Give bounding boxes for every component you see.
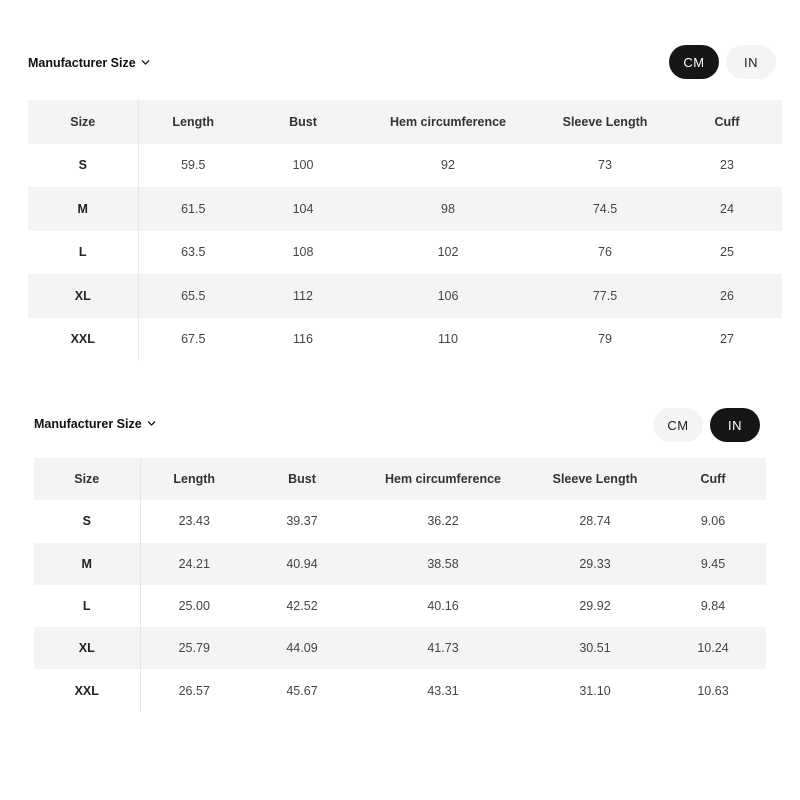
table-header-row bbox=[34, 458, 766, 500]
table-header-row bbox=[28, 100, 782, 144]
column-header: Size bbox=[28, 100, 138, 144]
table-row bbox=[34, 500, 766, 542]
table-cell: 29.92 bbox=[579, 599, 611, 614]
table-cell: 43.31 bbox=[427, 683, 459, 698]
table-row bbox=[34, 585, 766, 627]
table-cell: 26 bbox=[672, 274, 782, 318]
table-cell: 26.57 bbox=[178, 683, 210, 698]
table-cell: 24 bbox=[672, 187, 782, 231]
table-row bbox=[34, 627, 766, 669]
table-row bbox=[28, 318, 782, 362]
table-cell: 116 bbox=[293, 332, 313, 347]
table-row bbox=[34, 669, 766, 711]
dropdown-label: Manufacturer Size bbox=[34, 416, 142, 431]
table-cell: 74.5 bbox=[538, 187, 672, 231]
size-cell: S bbox=[28, 144, 138, 188]
table-cell: 59.5 bbox=[181, 158, 206, 173]
column-header: Sleeve Length bbox=[530, 458, 660, 500]
table-cell: 92 bbox=[441, 158, 455, 173]
table-cell: 10.63 bbox=[697, 683, 729, 698]
table-cell: 104 bbox=[248, 187, 358, 231]
size-table bbox=[28, 100, 782, 361]
size-cell: XL bbox=[28, 274, 138, 318]
table-cell: 112 bbox=[248, 274, 358, 318]
table-cell: 67.5 bbox=[181, 332, 206, 347]
column-header: Bust bbox=[248, 458, 356, 500]
size-cell: L bbox=[28, 231, 138, 275]
size-chart-header bbox=[28, 44, 782, 82]
table-cell: 25 bbox=[720, 245, 734, 260]
unit-toggle bbox=[669, 45, 776, 79]
chevron-down-icon bbox=[147, 419, 156, 428]
table-cell: 9.06 bbox=[700, 514, 726, 529]
table-cell: 39.37 bbox=[286, 514, 318, 529]
table-cell: 25.79 bbox=[140, 627, 248, 669]
chevron-down-icon bbox=[141, 58, 150, 67]
size-chart-cm bbox=[28, 44, 782, 361]
table-row bbox=[28, 231, 782, 275]
table-row bbox=[34, 543, 766, 585]
column-header: Length bbox=[138, 100, 248, 144]
table-cell: 98 bbox=[358, 187, 538, 231]
table-cell: 36.22 bbox=[427, 514, 459, 529]
size-table bbox=[34, 458, 766, 712]
column-header: Cuff bbox=[672, 100, 782, 144]
table-row bbox=[28, 144, 782, 188]
table-cell: 110 bbox=[438, 332, 458, 347]
size-chart-header bbox=[34, 405, 766, 443]
unit-toggle bbox=[653, 408, 760, 442]
table-cell: 25.00 bbox=[178, 599, 210, 614]
table-cell: 30.51 bbox=[530, 627, 660, 669]
table-cell: 65.5 bbox=[138, 274, 248, 318]
size-cell: XXL bbox=[34, 669, 140, 711]
table-cell: 10.24 bbox=[660, 627, 766, 669]
column-header: Bust bbox=[248, 100, 358, 144]
table-cell: 42.52 bbox=[286, 599, 318, 614]
table-cell: 77.5 bbox=[538, 274, 672, 318]
table-cell: 41.73 bbox=[356, 627, 530, 669]
size-cell: XL bbox=[34, 627, 140, 669]
table-cell: 76 bbox=[598, 245, 612, 260]
column-header: Hem circumference bbox=[356, 458, 530, 500]
table-cell: 38.58 bbox=[356, 543, 530, 585]
table-cell: 44.09 bbox=[248, 627, 356, 669]
table-cell: 9.45 bbox=[660, 543, 766, 585]
table-cell: 79 bbox=[598, 332, 612, 347]
table-cell: 31.10 bbox=[579, 683, 611, 698]
size-cell: L bbox=[34, 585, 140, 627]
column-header: Hem circumference bbox=[358, 100, 538, 144]
table-cell: 102 bbox=[437, 245, 459, 260]
unit-in-button[interactable]: IN bbox=[710, 408, 760, 442]
size-cell: M bbox=[28, 187, 138, 231]
manufacturer-size-dropdown[interactable] bbox=[34, 417, 156, 431]
table-cell: 27 bbox=[720, 332, 734, 347]
table-cell: 45.67 bbox=[286, 683, 318, 698]
table-cell: 106 bbox=[358, 274, 538, 318]
table-cell: 23.43 bbox=[178, 514, 210, 529]
table-cell: 9.84 bbox=[700, 599, 726, 614]
table-cell: 24.21 bbox=[140, 543, 248, 585]
column-header: Length bbox=[140, 458, 248, 500]
unit-cm-button[interactable]: CM bbox=[653, 408, 703, 442]
manufacturer-size-dropdown[interactable] bbox=[28, 56, 150, 70]
table-cell: 108 bbox=[292, 245, 314, 260]
table-row bbox=[28, 274, 782, 318]
unit-in-button[interactable]: IN bbox=[726, 45, 776, 79]
column-header: Sleeve Length bbox=[538, 100, 672, 144]
column-header: Cuff bbox=[660, 458, 766, 500]
table-cell: 28.74 bbox=[579, 514, 611, 529]
table-cell: 63.5 bbox=[181, 245, 206, 260]
size-cell: S bbox=[34, 500, 140, 542]
table-cell: 40.16 bbox=[427, 599, 459, 614]
unit-cm-button[interactable]: CM bbox=[669, 45, 719, 79]
table-cell: 100 bbox=[292, 158, 314, 173]
table-cell: 73 bbox=[598, 158, 612, 173]
column-header: Size bbox=[34, 458, 140, 500]
size-cell: M bbox=[34, 543, 140, 585]
dropdown-label: Manufacturer Size bbox=[28, 55, 136, 70]
table-cell: 40.94 bbox=[248, 543, 356, 585]
table-row bbox=[28, 187, 782, 231]
table-cell: 61.5 bbox=[138, 187, 248, 231]
size-chart-in bbox=[34, 405, 766, 712]
size-cell: XXL bbox=[28, 318, 138, 362]
table-cell: 29.33 bbox=[530, 543, 660, 585]
table-cell: 23 bbox=[720, 158, 734, 173]
